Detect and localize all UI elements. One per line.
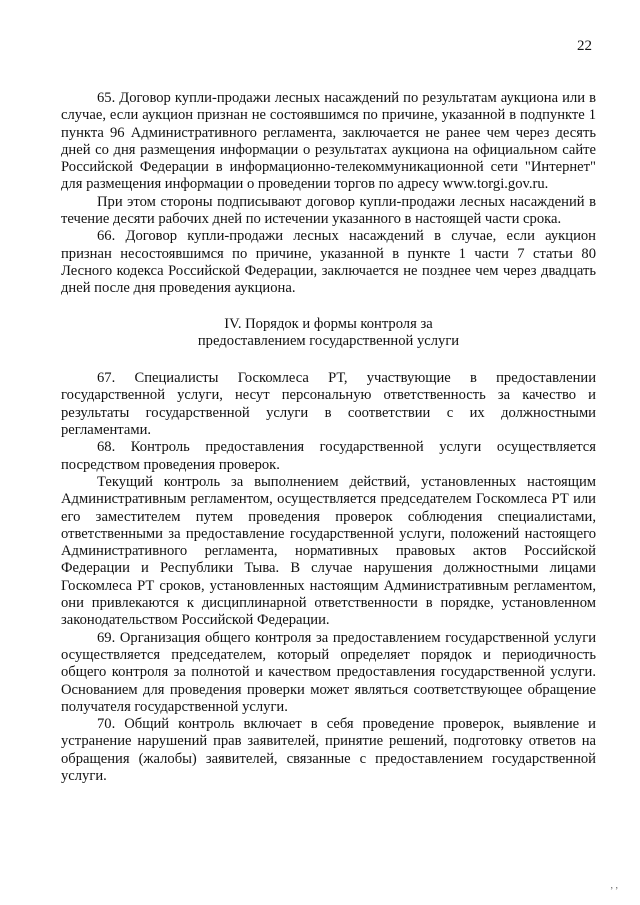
paragraph-65: 65. Договор купли-продажи лесных насаждений по результатам аукциона или в случае, если аукцион признан не состоявшимся по причине, указанной в подпункте 1 пункта 96 Административного регламента, заключается не ранее чем через десять дней со дня размещения информации о результатах аукциона на официальном сайте Российской Федерации в информационно-телекоммуникационной сети "Интернет" для размещения информации о проведении торгов по адресу www.torgi.gov.ru. <box>61 90 596 193</box>
section-heading-line-1: IV. Порядок и формы контроля за <box>224 315 433 332</box>
page-body <box>61 90 596 785</box>
paragraph-66: 66. Договор купли-продажи лесных насаждений в случае, если аукцион признан несостоявшимся по причине, указанной в пункте 1 части 7 статьи 80 Лесного кодекса Российской Федерации, заключается не позднее чем через двадцать дней после дня проведения аукциона. <box>61 228 596 297</box>
paragraph-current-control: Текущий контроль за выполнением действий, установленных настоящим Административным регламентом, осуществляется председателем Госкомлеса РТ или его заместителем путем проведения проверок соблюдения специалистами, ответственными за предоставление государственной услуги, положений настоящего Административного регламента, нормативных правовых актов Российской Федерации и Республики Тыва. В случае нарушения должностными лицами Госкомлеса РТ сроков, установленных настоящим Административным регламентом, они привлекаются к дисциплинарной ответственности в порядке, установленном законодательством Российской Федерации. <box>61 473 596 629</box>
paragraph-69: 69. Организация общего контроля за предоставлением государственной услуги осуществляется председателем, который определяет порядок и периодичность общего контроля за полнотой и качеством предоставления государственной услуги. Основанием для проведения проверки может являться соответствующее обращение получателя государственной услуги. <box>61 629 596 715</box>
paragraph-70: 70. Общий контроль включает в себя проведение проверок, выявление и устранение нарушений прав заявителей, принятие решений, подготовку ответов на обращения (жалобы) заявителей, связанные с предоставлением государственной услуги. <box>61 716 596 784</box>
corner-marks: , , <box>610 880 618 891</box>
paragraph-67: 67. Специалисты Госкомлеса РТ, участвующие в предоставлении государственной услуги, несут персональную ответственность за качество и результаты государственной услуги в соответствии с их должностными регламентами. <box>61 370 596 439</box>
section-heading <box>61 316 596 351</box>
page-number: 22 <box>577 38 592 54</box>
paragraph-65-continuation: При этом стороны подписывают договор купли-продажи лесных насаждений в течение десяти рабочих дней по истечении указанного в настоящей части срока. <box>61 193 596 228</box>
section-heading-line-2: предоставлением государственной услуги <box>197 332 460 349</box>
paragraph-68: 68. Контроль предоставления государственной услуги осуществляется посредством проведения проверок. <box>61 439 596 473</box>
